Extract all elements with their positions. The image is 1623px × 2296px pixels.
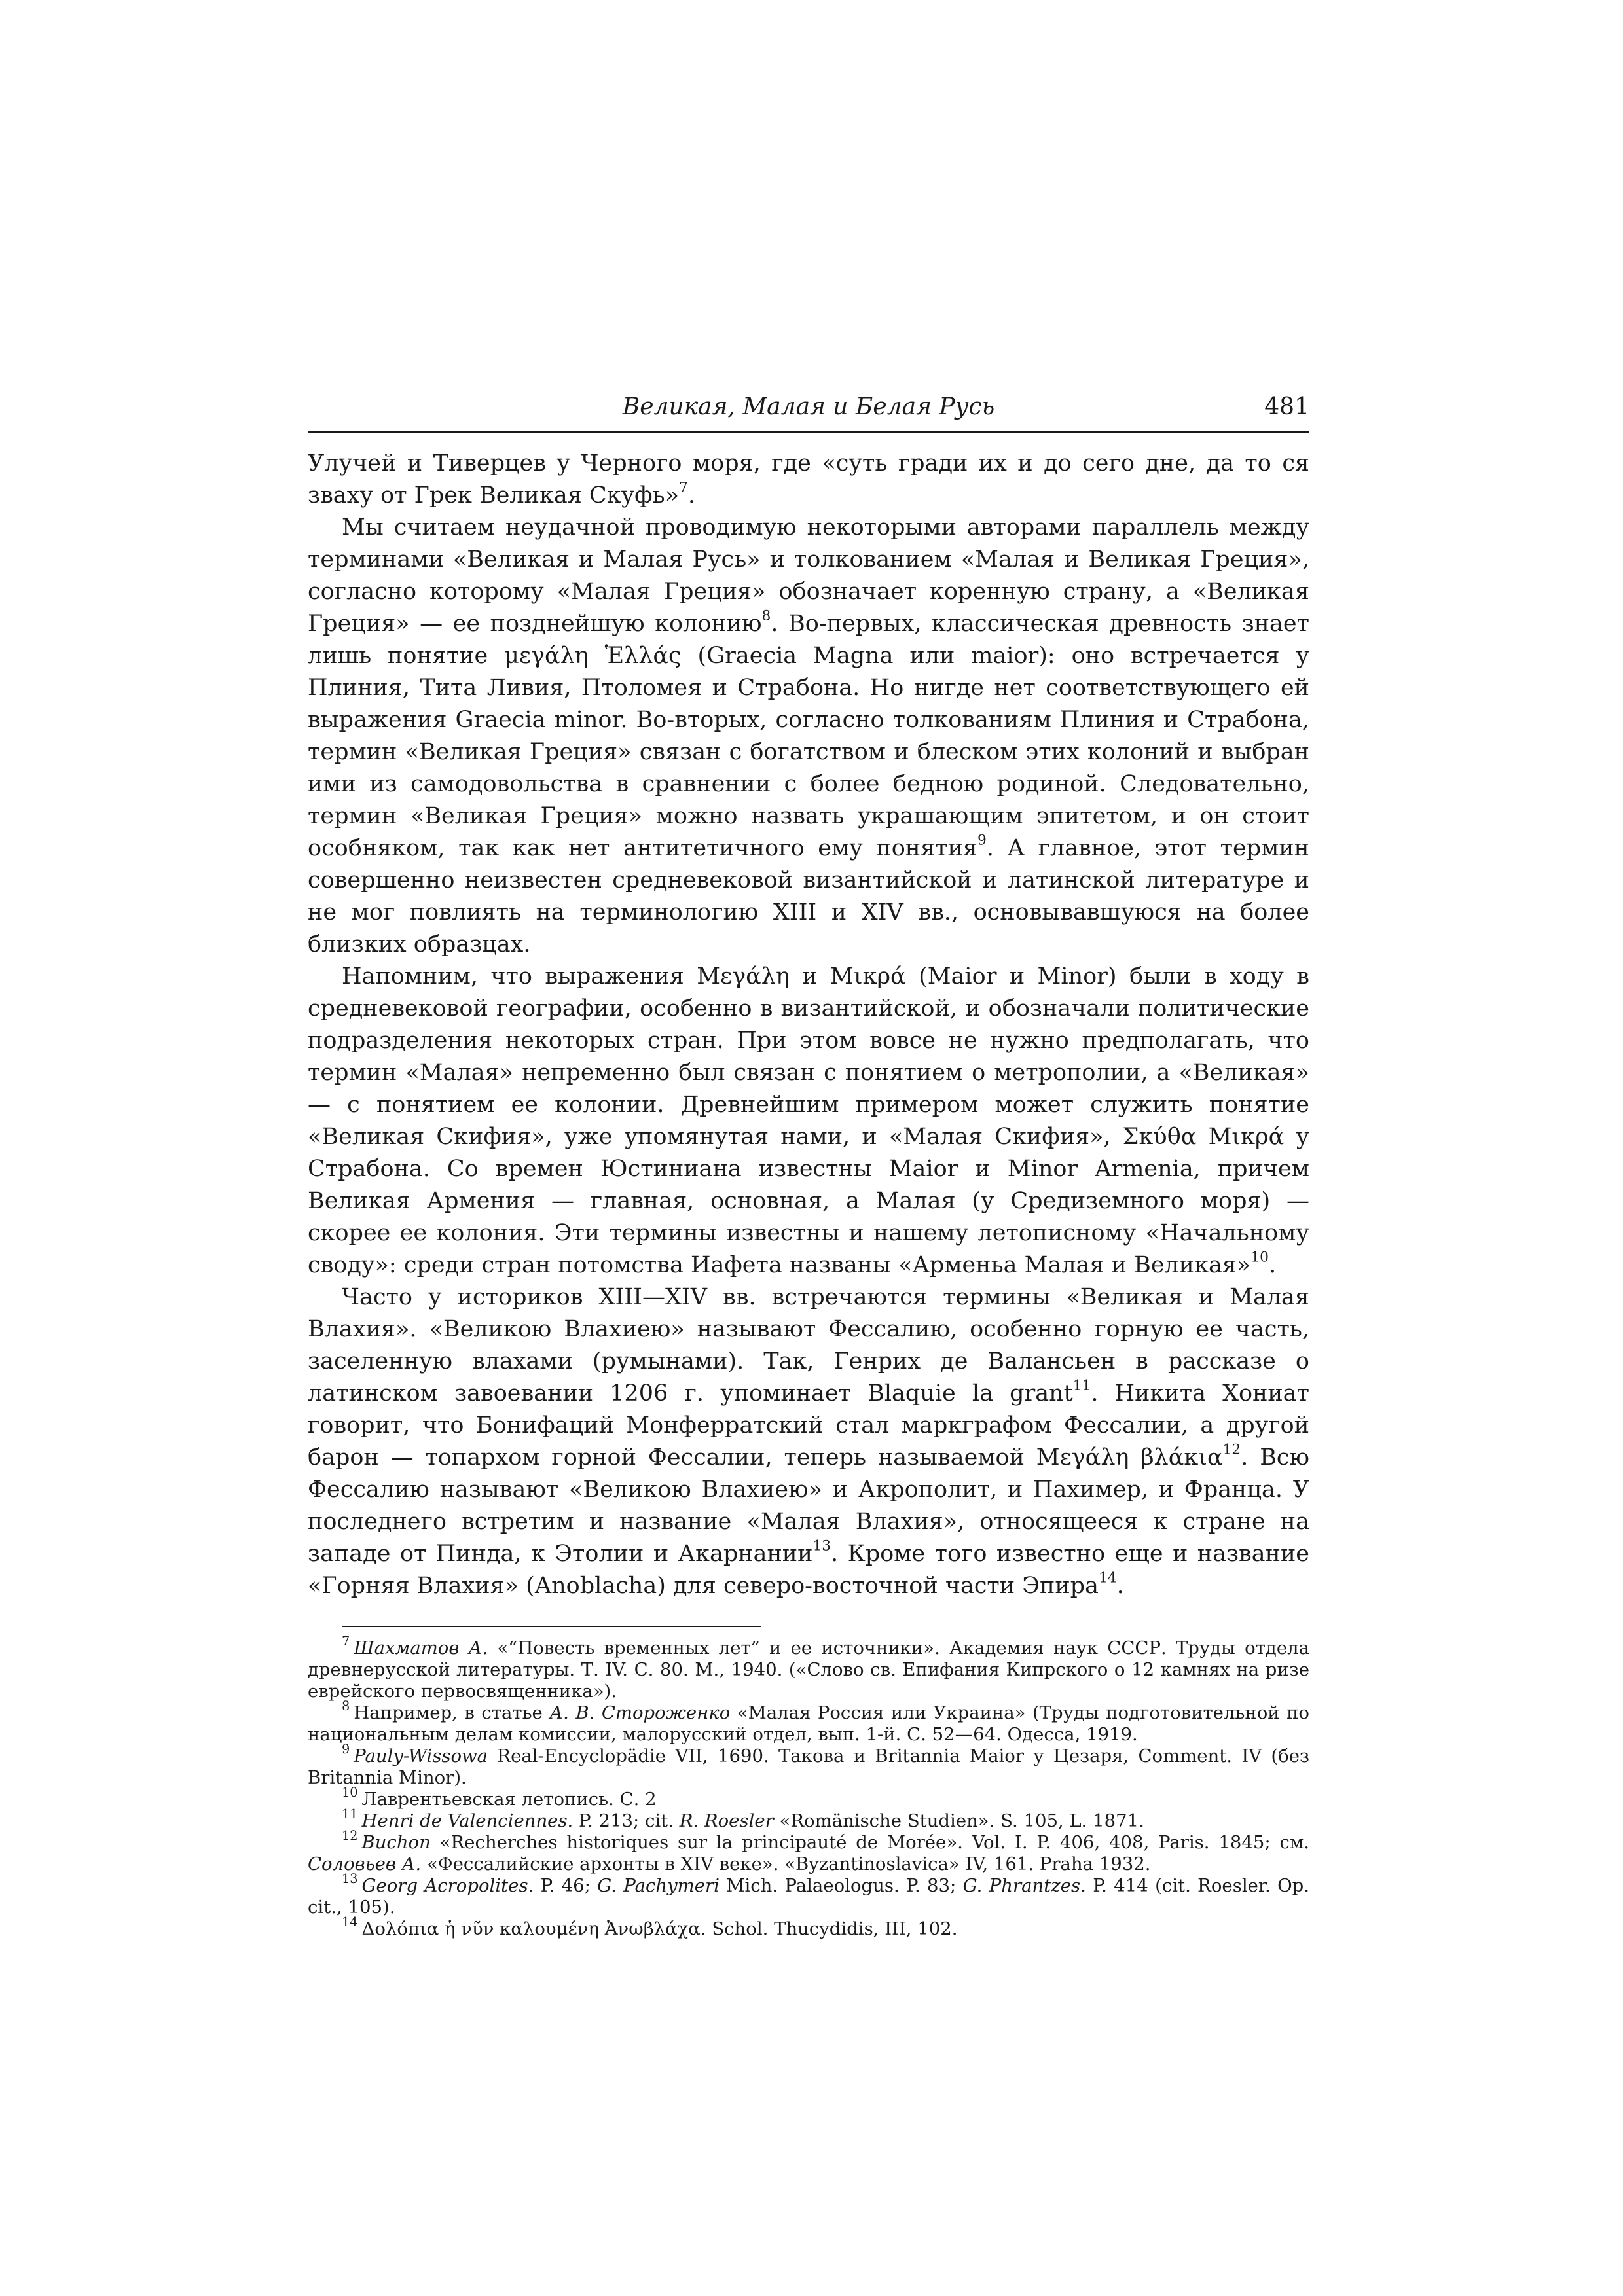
text-run: Например, в статье	[354, 1702, 550, 1723]
footnote-number: 12	[342, 1827, 358, 1843]
footnote	[308, 1633, 1309, 1702]
author-name: Buchon	[361, 1832, 431, 1853]
author-name: Соловьев А.	[308, 1854, 422, 1874]
book-page	[308, 393, 1309, 1940]
author-name: Georg Acropolites.	[361, 1875, 534, 1896]
text-run: . Кроме того известно еще и название «Горняя Влахия» (Anoblacha) для северо-восточной части Эпира	[308, 1541, 1309, 1599]
footnote	[308, 1741, 1309, 1789]
page-number: 481	[1264, 393, 1309, 420]
text-run: «“Повесть временных лет” и ее источники». Академия наук СССР. Труды отдела древнерусской литературы. Т. IV. С. 80. М., 1940. («Слово св. Епифания Кипрского о 12 камнях на ризе еврейского первосвященника»).	[308, 1638, 1309, 1702]
footnote	[308, 1806, 1309, 1832]
text-run: «Recherches historiques sur la principauté de Morée». Vol. I. P. 406, 408, Paris. 1845; см.	[430, 1832, 1309, 1853]
author-name: G. Phrantzes.	[962, 1875, 1086, 1896]
author-name: G. Pachymeri	[597, 1875, 720, 1896]
text-run: «Малая Россия или Украина» (Труды подготовительной по национальным делам комиссии, малорусский отдел, вып. 1-й. С. 52—64. Одесса, 1919.	[308, 1702, 1309, 1745]
page-header	[308, 393, 1309, 435]
author-name: Pauly-Wissowa	[354, 1746, 488, 1767]
text-run: . Никита Хониат говорит, что Бонифаций Монферратский стал маркграфом Фессалии, а другой барон — топархом горной Фессалии, теперь называемой Μεγάλη βλάκια	[308, 1380, 1309, 1471]
header-rule	[308, 431, 1309, 433]
running-head: Великая, Малая и Белая Русь	[622, 393, 995, 420]
text-run: Лаврентьевская летопись. С. 2	[361, 1789, 657, 1810]
text-run: .	[1268, 1252, 1277, 1278]
footnote-ref: 10	[1250, 1249, 1269, 1266]
footnote	[308, 1698, 1309, 1746]
footnotes	[308, 1633, 1309, 1940]
text-run: P. 46;	[534, 1875, 598, 1896]
footnote-ref: 14	[1098, 1570, 1117, 1587]
footnote-number: 14	[342, 1914, 358, 1929]
paragraph	[308, 1282, 1309, 1602]
text-run: «Romänische Studien». S. 105, L. 1871.	[773, 1810, 1144, 1831]
text-run: .	[687, 482, 695, 509]
text-run: . Всю Фессалию называют «Великою Влахиею» и Акрополит, и Пахимер, и Франца. У последнего встретим и название «Малая Влахия», относящееся к стране на западе от Пинда, к Этолии и Акарнании	[308, 1444, 1310, 1567]
text-run: Mich. Palaeologus. P. 83;	[719, 1875, 963, 1896]
text-run: . Во-первых, классическая древность знает лишь понятие μεγάλη Ἑλλάς (Graecia Magna или maior): оно встречается у Плиния, Тита Ливия, Птоломея и Страбона. Но нигде нет соответствующего ей выражения Graecia minor. Во-вторых, согласно толкованиям Плиния и Страбона, термин «Великая Греция» связан с богатством и блеском этих колоний и выбран ими из самодовольства в сравнении с более бедною родиной. Следовательно, термин «Великая Греция» можно назвать украшающим эпитетом, и он стоит особняком, так как нет антитетичного ему понятия	[308, 611, 1309, 861]
text-run: Мы считаем неудачной проводимую некоторыми авторами параллель между терминами «Великая и Малая Русь» и толкованием «Малая и Великая Греция», согласно которому «Малая Греция» обозначает коренную страну, а «Великая Греция» — ее позднейшую колонию	[308, 514, 1309, 637]
main-text	[308, 448, 1309, 1602]
text-run: «Фессалийские архонты в XIV веке». «Byzantinoslavica» IV, 161. Praha 1932.	[421, 1854, 1151, 1874]
footnote-ref: 11	[1072, 1377, 1091, 1394]
footnote	[308, 1784, 1309, 1810]
paragraph	[308, 961, 1309, 1282]
footnote-ref: 13	[812, 1537, 831, 1554]
footnote-ref: 7	[679, 479, 688, 496]
footnote-number: 11	[342, 1806, 358, 1821]
footnote-ref: 12	[1222, 1441, 1241, 1458]
text-run: . А главное, этот термин совершенно неизвестен средневековой византийской и латинской литературе и не мог повлиять на терминологию XIII и XIV вв., основывавшуюся на более близких образцах.	[308, 835, 1309, 958]
footnote-number: 8	[342, 1698, 350, 1713]
footnote-number: 7	[342, 1633, 350, 1649]
footnote-separator	[342, 1626, 761, 1627]
paragraph	[308, 448, 1309, 512]
footnote-number: 10	[342, 1784, 358, 1800]
footnote	[308, 1871, 1309, 1918]
text-run: Часто у историков XIII—XIV вв. встречаются термины «Великая и Малая Влахия». «Великою Влахиею» называют Фессалию, особенно горную ее часть, заселенную влахами (румынами). Так, Генрих де Валансьен в рассказе о латинском завоевании 1206 г. упоминает Blaquie la grant	[308, 1284, 1309, 1407]
footnote-ref: 8	[761, 607, 771, 624]
text-run: P. 414 (cit. Roesler. Op. cit., 105).	[308, 1875, 1309, 1918]
paragraph	[308, 512, 1309, 961]
author-name: Шахматов А.	[354, 1638, 488, 1659]
footnote-number: 13	[342, 1871, 358, 1886]
author-name: R. Roesler	[679, 1810, 774, 1831]
text-run: Улучей и Тиверцев у Черного моря, где «суть гради их и до сего дне, да то ся зваху от Грек Великая Скуфь»	[308, 450, 1309, 509]
text-run: .	[1116, 1573, 1124, 1599]
text-run: P. 213; cit.	[573, 1810, 680, 1831]
text-run: Δολόπια ἡ νῦν καλουμένη Ἀνωβλάχα. Schol. Thucydidis, III, 102.	[361, 1918, 958, 1939]
footnote-number: 9	[342, 1741, 350, 1757]
text-run: Real-Encyclopädie VII, 1690. Такова и Britannia Maior у Цезаря, Comment. IV (без Britannia Minor).	[308, 1746, 1309, 1788]
footnote	[308, 1827, 1309, 1875]
footnote	[308, 1914, 1309, 1940]
author-name: Henri de Valenciennes.	[361, 1810, 574, 1831]
text-run: Напомним, что выражения Μεγάλη и Μικρά (Maior и Minor) были в ходу в средневековой географии, особенно в византийской, и обозначали политические подразделения некоторых стран. При этом вовсе не нужно предполагать, что термин «Малая» непременно был связан с понятием о метрополии, а «Великая» — с понятием ее колонии. Древнейшим примером может служить понятие «Великая Скифия», уже упомянутая нами, и «Малая Скифия», Σκύθα Μικρά у Страбона. Со времен Юстиниана известны Maior и Minor Armenia, причем Великая Армения — главная, основная, а Малая (у Средиземного моря) — скорее ее колония. Эти термины известны и нашему летописному «Начальному своду»: среди стран потомства Иафета названы «Арменьа Малая и Великая»	[308, 963, 1309, 1278]
author-name: А. В. Стороженко	[549, 1702, 731, 1723]
footnote-ref: 9	[977, 832, 987, 849]
